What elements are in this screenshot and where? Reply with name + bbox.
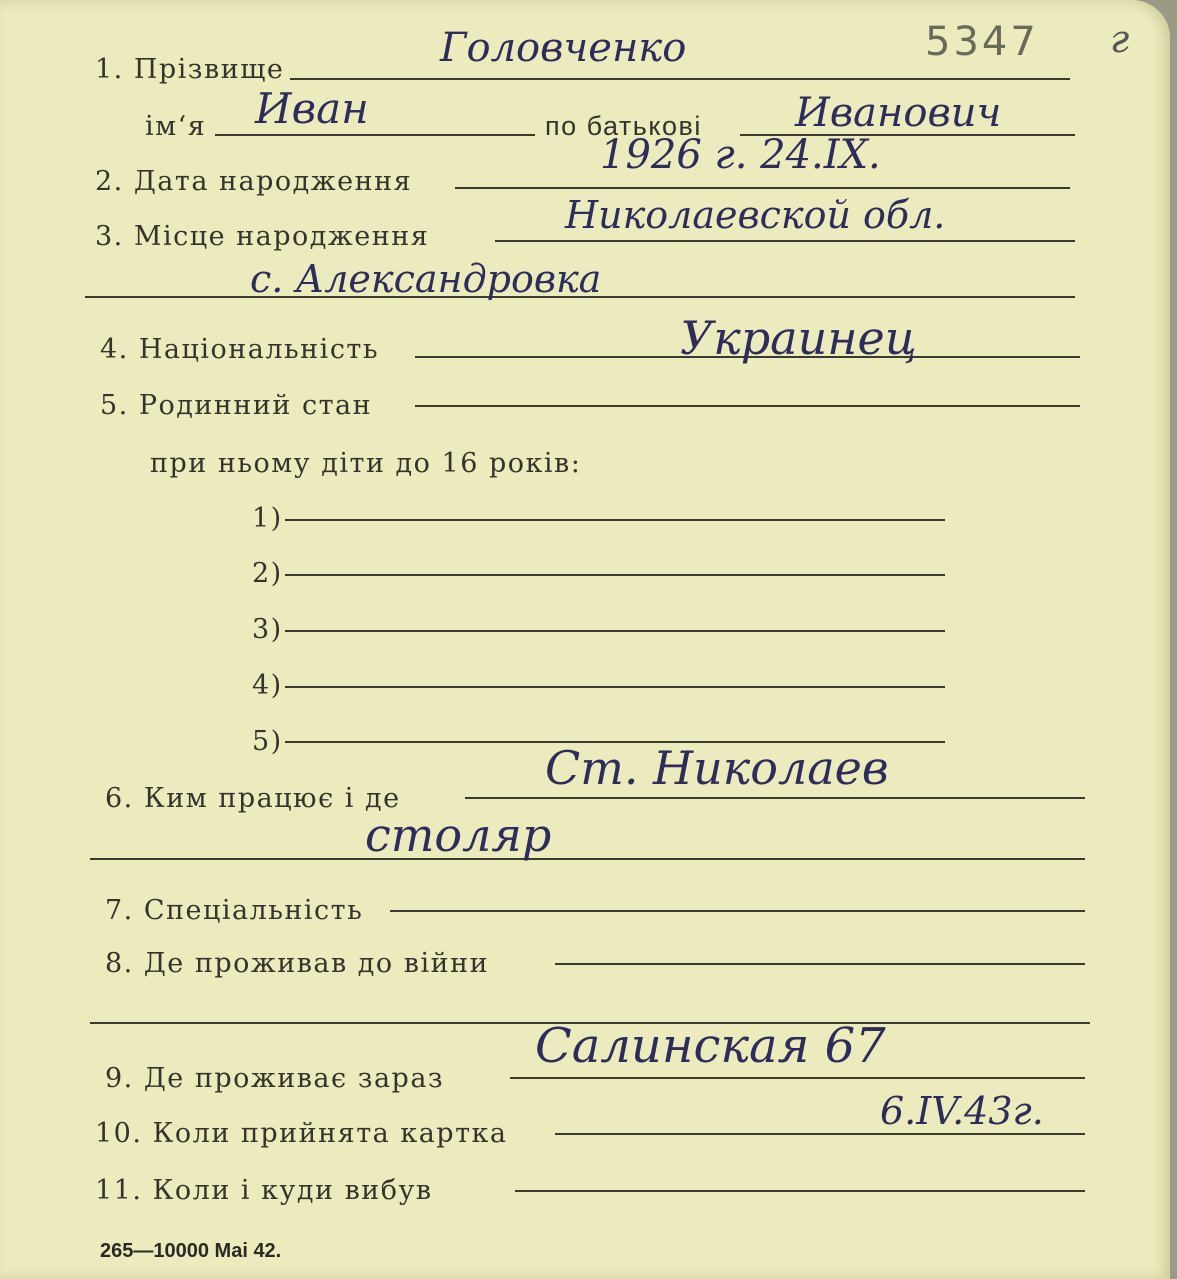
print-info: 265—10000 Mai 42.: [100, 1240, 282, 1262]
birth-place-line: [495, 240, 1075, 242]
label-workplace: 6. Ким працює і де: [105, 783, 401, 814]
label-prewar-residence: 8. Де проживав до війни: [105, 948, 490, 979]
record-number-stamp: 5347: [925, 19, 1039, 65]
prewar-residence-line: [555, 963, 1085, 965]
label-children: при ньому діти до 16 років:: [150, 448, 582, 479]
workplace-line-2: [90, 858, 1085, 860]
family-status-line: [415, 405, 1080, 407]
name-value: Иван: [255, 84, 369, 133]
corner-mark: г: [1110, 17, 1130, 61]
label-surname: 1. Прізвище: [95, 54, 285, 85]
label-child-4: 4): [252, 670, 283, 701]
workplace-value: Ст. Николаев: [545, 741, 889, 795]
surname-value: Головченко: [440, 25, 687, 71]
label-card-date: 10. Коли прийнята картка: [95, 1118, 508, 1149]
child-2-line: [285, 574, 945, 576]
specialty-line: [390, 910, 1085, 912]
label-family-status: 5. Родинний стан: [100, 390, 373, 421]
birth-place-value-2: с. Александровка: [250, 257, 602, 301]
label-nationality: 4. Національність: [100, 334, 380, 365]
departure-line: [515, 1190, 1085, 1192]
birth-place-value-1: Николаевской обл.: [565, 193, 946, 237]
card-date-line: [555, 1133, 1085, 1135]
label-child-2: 2): [252, 558, 283, 589]
label-birth-date: 2. Дата народження: [95, 166, 413, 197]
workplace-line: [465, 797, 1085, 799]
current-residence-line: [510, 1077, 1085, 1079]
name-line: [215, 134, 535, 136]
birth-date-line: [455, 187, 1070, 189]
child-3-line: [285, 630, 945, 632]
label-child-3: 3): [252, 614, 283, 645]
label-specialty: 7. Спеціальність: [105, 895, 364, 926]
child-1-line: [285, 519, 945, 521]
current-residence-value: Салинская 67: [535, 1018, 886, 1074]
label-patronymic: по батькові: [545, 111, 702, 141]
patronymic-value: Иванович: [795, 90, 1002, 136]
label-current-residence: 9. Де проживає зараз: [105, 1063, 445, 1094]
label-name: ім‘я: [145, 111, 207, 142]
nationality-value: Украинец: [680, 311, 917, 365]
birth-date-value: 1926 г. 24.IX.: [600, 132, 881, 178]
card-date-value: 6.IV.43г.: [880, 1089, 1044, 1133]
surname-line: [290, 78, 1070, 80]
child-4-line: [285, 686, 945, 688]
label-birth-place: 3. Місце народження: [95, 221, 430, 252]
label-child-5: 5): [252, 726, 283, 757]
occupation-value: столяр: [365, 808, 552, 862]
label-departure: 11. Коли і куди вибув: [95, 1175, 433, 1206]
label-child-1: 1): [252, 503, 283, 534]
